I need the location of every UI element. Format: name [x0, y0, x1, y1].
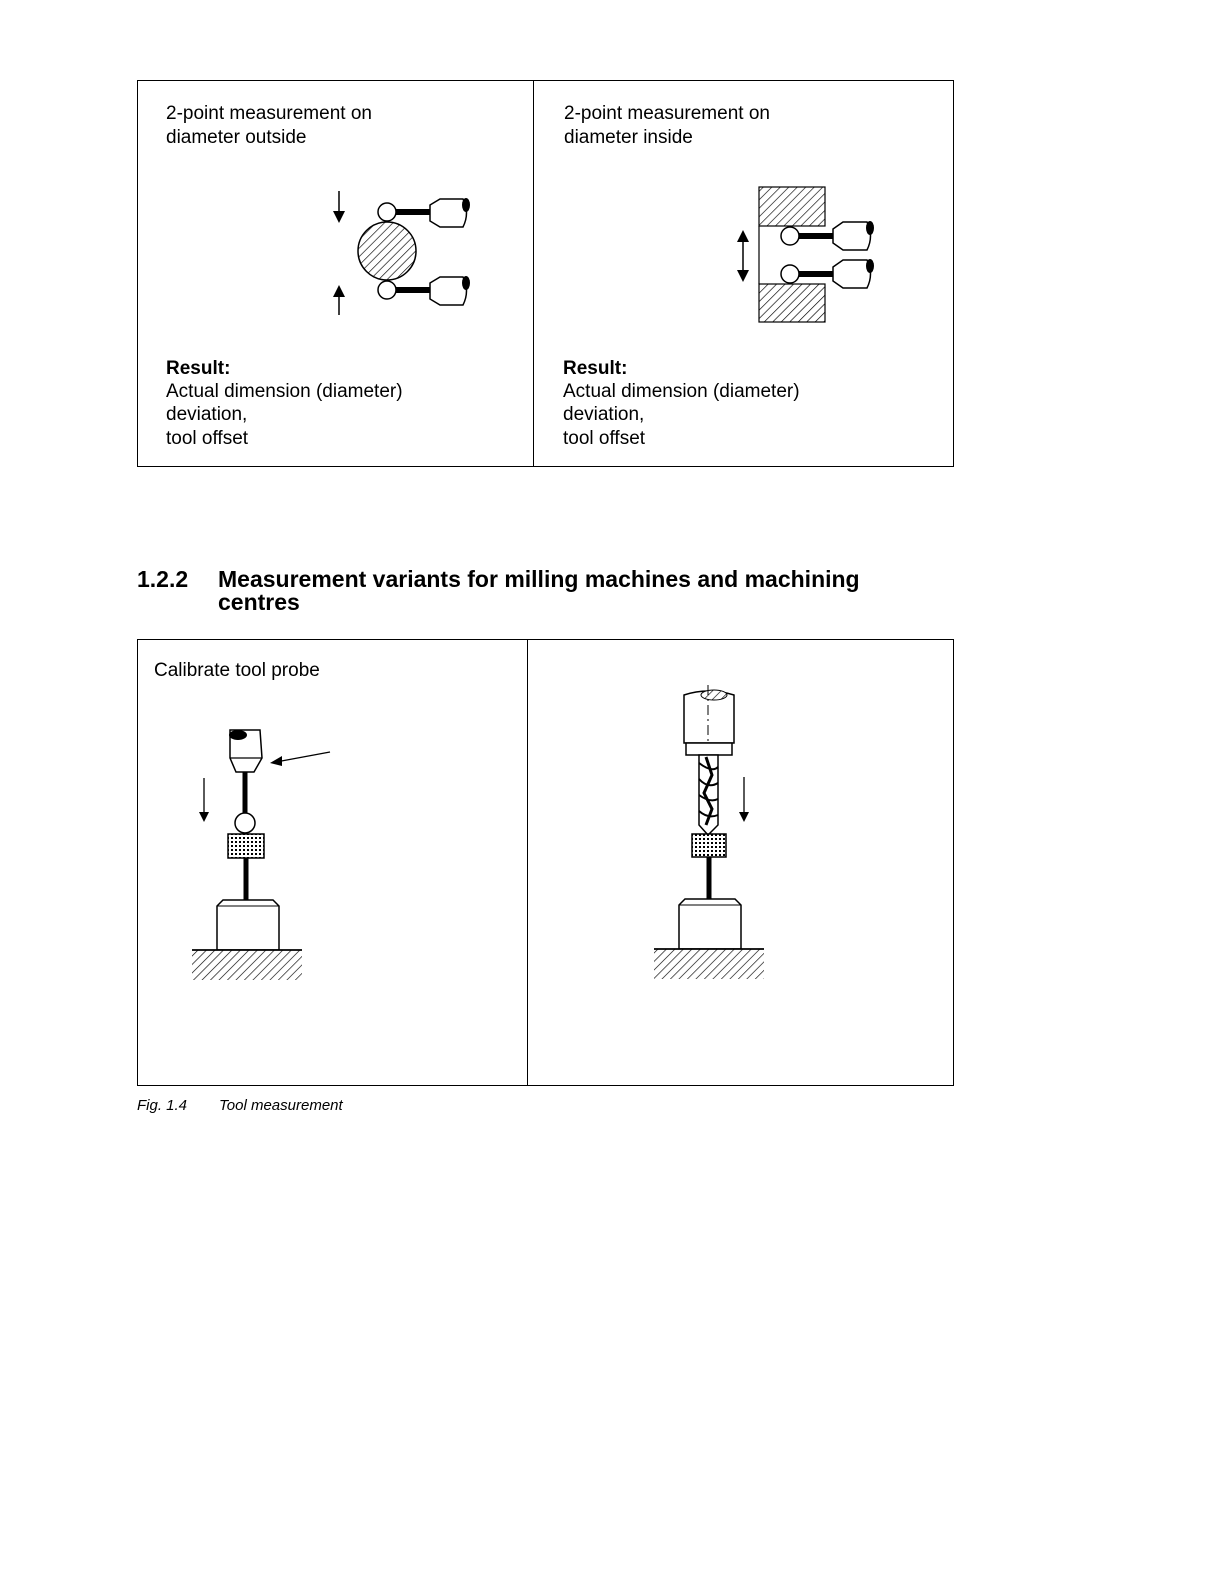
calibrate-probe-diagram	[190, 720, 340, 985]
outside-result-line3: tool offset	[166, 428, 249, 449]
probe-base	[217, 900, 279, 950]
outside-result-line2: deviation,	[166, 404, 248, 425]
inside-result-line2: deviation,	[563, 404, 645, 425]
tool-measurement-diagram	[650, 685, 780, 985]
workpiece-shaft	[358, 222, 416, 280]
bore-wall-lower	[759, 284, 825, 322]
outside-diameter-diagram	[320, 185, 490, 325]
outside-result-line1: Actual dimension (diameter)	[166, 381, 403, 402]
inside-result-line1: Actual dimension (diameter)	[563, 381, 800, 402]
bottom-table-divider	[527, 639, 528, 1086]
tool-holder	[684, 685, 734, 755]
probe-ball	[235, 813, 255, 833]
section-title-line1: Measurement variants for milling machines and machining	[218, 566, 860, 592]
inside-title-line1: 2-point measurement on	[564, 103, 770, 124]
inside-diameter-diagram	[730, 186, 880, 326]
outside-title-line2: diameter outside	[166, 127, 307, 148]
outside-title-line1: 2-point measurement on	[166, 103, 372, 124]
section-number: 1.2.2	[137, 566, 189, 592]
inside-result-label: Result:	[563, 358, 628, 379]
tool-machine-table	[654, 949, 764, 979]
bore-wall-upper	[759, 187, 825, 226]
section-title-line2: centres	[218, 589, 300, 615]
tool-contact-plate	[692, 834, 726, 857]
arrow-down-icon	[739, 777, 749, 822]
machine-table	[192, 950, 302, 980]
probe-contact-plate	[228, 834, 264, 858]
arrow-up-icon	[333, 285, 345, 315]
outside-result-label: Result:	[166, 358, 231, 379]
probe-head	[229, 730, 262, 772]
tool-probe-base	[679, 899, 741, 949]
inside-result-line3: tool offset	[563, 428, 646, 449]
calibrate-tool-probe-title: Calibrate tool probe	[154, 660, 320, 681]
double-arrow-icon	[737, 230, 749, 282]
arrow-down-icon	[333, 191, 345, 223]
figure-caption: Tool measurement	[219, 1097, 343, 1114]
drill-bit	[699, 755, 718, 835]
pointer-arrow-icon	[270, 752, 330, 766]
arrow-down-icon	[199, 778, 209, 822]
top-table-divider	[533, 80, 534, 467]
inside-title-line2: diameter inside	[564, 127, 693, 148]
figure-number: Fig. 1.4	[137, 1097, 188, 1114]
